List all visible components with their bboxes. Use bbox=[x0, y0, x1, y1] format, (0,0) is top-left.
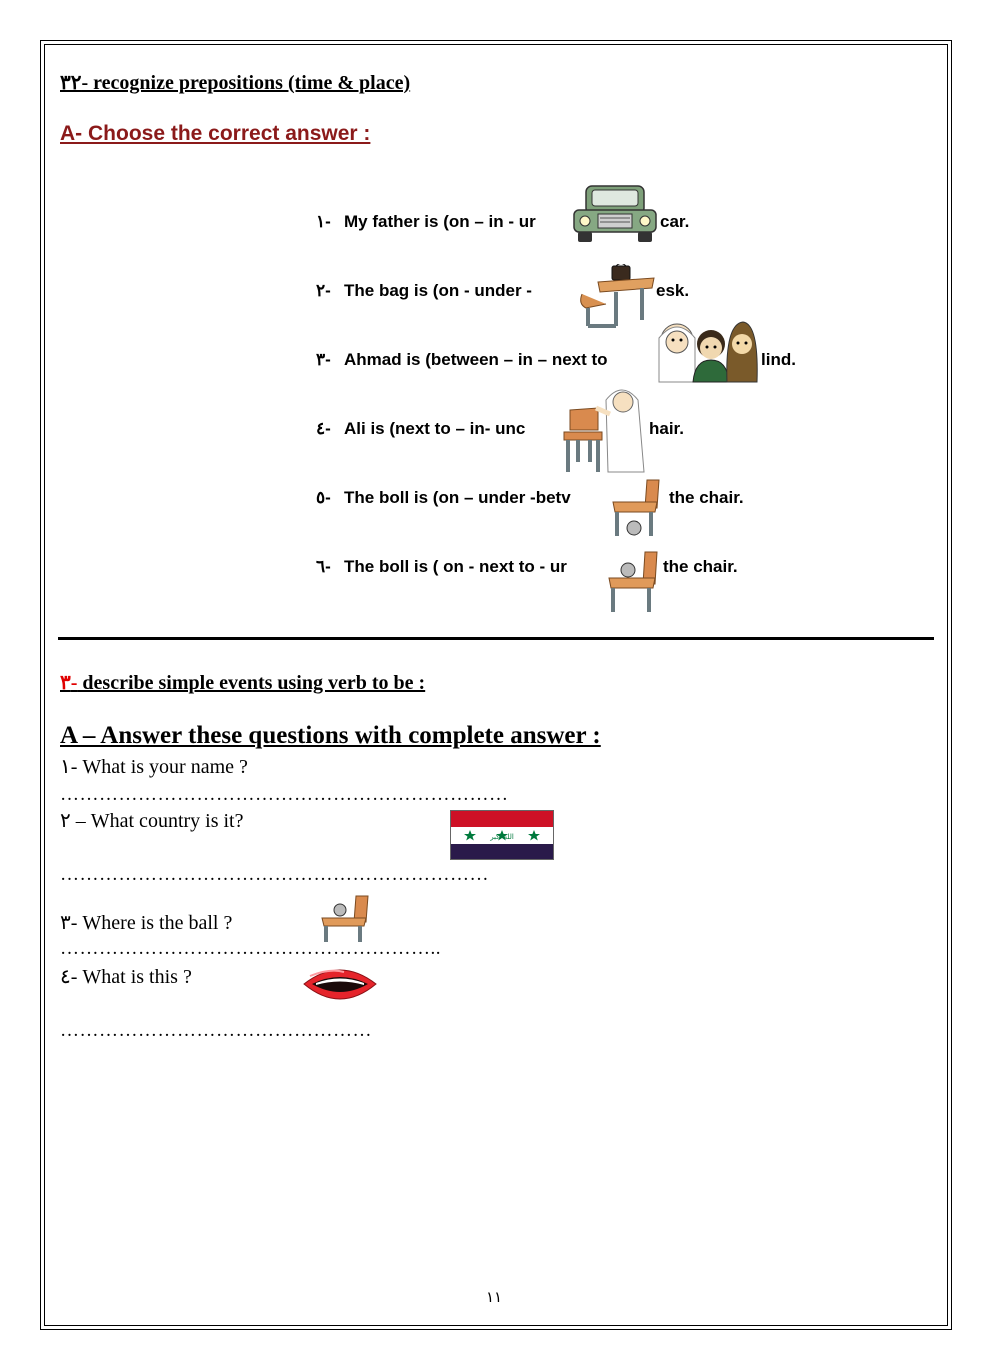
bag-on-desk-illustration bbox=[576, 264, 656, 330]
question-4-tail: hair. bbox=[649, 419, 684, 438]
question-number: ٣ bbox=[60, 912, 71, 934]
page-number: ١١ bbox=[486, 1288, 503, 1306]
question-number: ١- bbox=[316, 212, 331, 231]
answer-question-1 bbox=[60, 754, 248, 779]
answer-question-4 bbox=[60, 964, 192, 989]
section1-title: ٣٢- recognize prepositions (time & place) bbox=[60, 72, 411, 94]
answer-line-2: ………………………………………………………… bbox=[60, 864, 489, 885]
mouth-illustration bbox=[300, 962, 380, 1010]
question-text: - What is your name ? bbox=[70, 756, 248, 778]
answer-question-3 bbox=[60, 910, 232, 935]
section-divider bbox=[58, 637, 934, 640]
question-number: ٢- bbox=[316, 281, 331, 300]
answer-line-3: ………………………………………………….. bbox=[60, 938, 441, 959]
answer-line-1: …………………………………………………………… bbox=[60, 784, 509, 805]
question-5-tail: the chair. bbox=[669, 488, 744, 507]
question-1-tail: car. bbox=[660, 212, 690, 231]
question-text: My father is (on – in - ur bbox=[344, 212, 536, 231]
flag-inscription: الله اكبر bbox=[490, 833, 514, 841]
question-text: The boll is ( on - next to - ur bbox=[344, 557, 567, 576]
question-6 bbox=[316, 557, 567, 577]
question-4 bbox=[316, 419, 525, 439]
iraq-flag-illustration bbox=[450, 810, 556, 862]
ball-on-chair-small-illustration bbox=[316, 894, 374, 944]
ali-chair-illustration bbox=[558, 380, 650, 476]
question-text: - Where is the ball ? bbox=[70, 912, 233, 934]
question-text: The bag is (on - under - bbox=[344, 281, 532, 300]
section2-number: ٣- bbox=[60, 672, 78, 694]
question-3 bbox=[316, 350, 608, 370]
answer-question-2 bbox=[60, 808, 243, 833]
question-number: ٤ bbox=[60, 966, 71, 988]
question-6-tail: the chair. bbox=[663, 557, 738, 576]
ball-on-chair-illustration bbox=[603, 548, 661, 614]
section1-part-a-heading: A- Choose the correct answer : bbox=[60, 122, 371, 145]
question-number: ٥- bbox=[316, 488, 331, 507]
question-number: ١ bbox=[60, 756, 71, 778]
car-illustration bbox=[570, 182, 660, 244]
question-3-tail: lind. bbox=[761, 350, 796, 369]
section2-part-a-heading: A – Answer these questions with complete answer : bbox=[60, 722, 601, 749]
people-illustration bbox=[655, 314, 760, 384]
question-number: ٦- bbox=[316, 557, 331, 576]
section2-title-text: describe simple events using verb to be : bbox=[77, 672, 426, 694]
answer-line-4: ………………………………………… bbox=[60, 1020, 372, 1041]
question-5 bbox=[316, 488, 571, 508]
question-text: The boll is (on – under -betv bbox=[344, 488, 571, 507]
question-number: ٤- bbox=[316, 419, 331, 438]
question-number: ٢ bbox=[60, 810, 71, 832]
question-1 bbox=[316, 212, 536, 232]
question-text: – What country is it? bbox=[70, 810, 244, 832]
question-2-tail: esk. bbox=[656, 281, 690, 300]
question-text: Ali is (next to – in- unc bbox=[344, 419, 526, 438]
question-2 bbox=[316, 281, 532, 301]
question-text: - What is this ? bbox=[70, 966, 192, 988]
question-text: Ahmad is (between – in – next to bbox=[344, 350, 608, 369]
question-number: ٣- bbox=[316, 350, 331, 369]
section2-title bbox=[60, 670, 425, 695]
ball-under-chair-illustration bbox=[607, 478, 663, 540]
